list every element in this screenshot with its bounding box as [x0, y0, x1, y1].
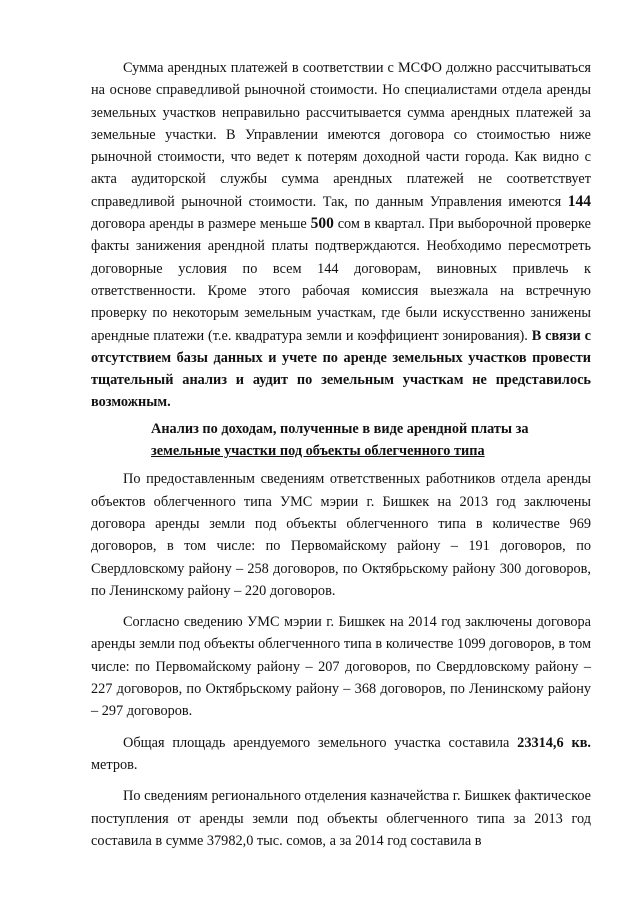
- paragraph-total-area: [91, 732, 591, 777]
- paragraph-2014-contracts: Согласно сведению УМС мэрии г. Бишкек на 2014 год заключены договора аренды земли под объекты облегченного типа в количестве 1099 договоров, в том числе: по Первомайскому району – 207 договоров, по Свердловскому району – 227 договоров, по Октябрьскому району – 368 договоров, по Ленинскому району – 297 договоров.: [91, 614, 591, 720]
- p1-number-500: 500: [310, 215, 334, 233]
- paragraph-2013-contracts: По предоставленным сведениям ответственных работников отдела аренды объектов облегченного типа УМС мэрии г. Бишкек на 2013 год заключены договора аренды земли под объекты облегченного типа в количестве 969 договоров, в том числе: по Первомайскому району – 191 договоров, по Свердловскому району – 258 договоров, по Октябрьскому району 300 договоров, по Ленинскому району – 220 договоров.: [91, 471, 591, 599]
- document-page: [91, 57, 591, 852]
- p4-text-b: метров.: [91, 756, 138, 773]
- p1-number-144: 144: [567, 192, 591, 210]
- heading-line-2: земельные участки под объекты облегченного типа: [151, 443, 485, 460]
- p1-bold-conclusion: В связи с отсутствием базы данных и учете по аренде земельных участков провести тщательный анализ и аудит по земельным участкам не представилось возможным.: [91, 327, 591, 411]
- paragraph-lease-payments: [91, 57, 591, 414]
- paragraph-treasury-receipts: По сведениям регионального отделения казначейства г. Бишкек фактическое поступления от аренды земли под объекты облегченного типа за 2013 год составила в сумме 37982,0 тыс. сомов, а за 2014 год составила в: [91, 788, 591, 849]
- p1-text-b: договора аренды в размере меньше: [91, 216, 311, 233]
- section-heading: [91, 418, 591, 463]
- p1-text-c: сом в квартал. При выборочной проверке факты занижения арендной платы подтверждаются. Необходимо пересмотреть договорные условия по всем 144 договорам, виновных привлечь к ответственности. Кроме этого рабочая комиссия выезжала на встречную проверку по некоторым земельным участкам, где были искусственно занижены арендные платежи (т.е. квадратура земли и коэффициент зонирования).: [91, 216, 591, 344]
- p4-area-value: 23314,6 кв.: [517, 734, 591, 751]
- heading-line-1: Анализ по доходам, полученные в виде арендной платы за: [151, 420, 529, 437]
- p1-text-a: Сумма арендных платежей в соответствии с МСФО должно рассчитываться на основе справедливой рыночной стоимости. Но специалистами отдела аренды земельных участков неправильно рассчитывается сумма арендных платежей за земельные участки. В Управлении имеются договора со стоимостью ниже рыночной стоимости, что ведет к потерям доходной части города. Как видно с акта аудиторской службы сумма арендных платежей не соответствует справедливой рыночной стоимости. Так, по данным Управления имеются: [91, 60, 591, 210]
- p4-text-a: Общая площадь арендуемого земельного участка составила: [123, 734, 518, 751]
